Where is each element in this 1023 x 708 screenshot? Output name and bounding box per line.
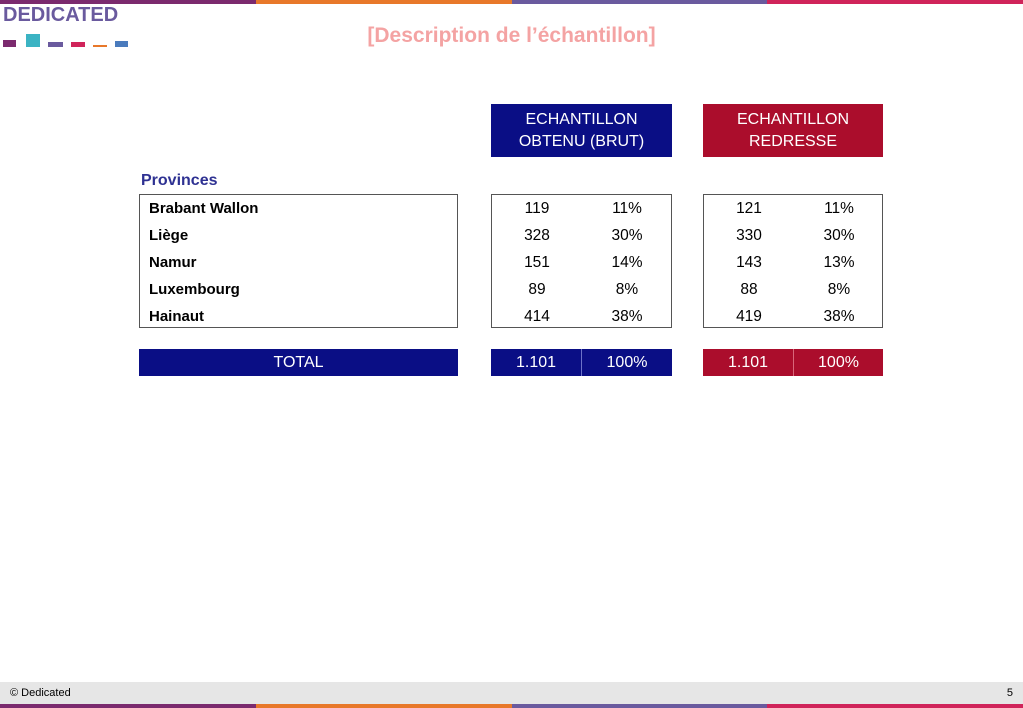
adjusted-percent-cell: 8% xyxy=(827,281,851,298)
raw-count-cell: 328 xyxy=(524,227,550,244)
adjusted-count-cell: 419 xyxy=(736,308,762,325)
footer-bar xyxy=(0,682,1023,704)
raw-count-cell: 89 xyxy=(528,281,546,298)
dedicated-logo xyxy=(3,5,118,25)
raw-percent-cell: 8% xyxy=(615,281,639,298)
adjusted-percent-cell: 38% xyxy=(823,308,855,325)
total-adjusted-percent: 100% xyxy=(794,349,883,376)
raw-percent-cell: 38% xyxy=(611,308,643,325)
raw-percent-cell: 30% xyxy=(611,227,643,244)
adjusted-count-cell: 88 xyxy=(740,281,758,298)
raw-count-cell: 119 xyxy=(524,200,550,217)
adjusted-count-cell: 121 xyxy=(736,200,762,217)
total-label: TOTAL xyxy=(139,349,458,376)
total-adjusted-count: 1.101 xyxy=(703,349,793,376)
adjusted-percent-cell: 11% xyxy=(824,200,854,217)
adjusted-sample-table xyxy=(703,194,883,328)
header-raw-label: ECHANTILLON OBTENU (BRUT) xyxy=(518,110,645,150)
raw-percent-cell: 11% xyxy=(612,200,642,217)
province-names-table xyxy=(139,194,458,328)
slide-title: [Description de l’échantillon] xyxy=(367,24,656,47)
total-raw-percent: 100% xyxy=(582,349,672,376)
logo-wordmark: DEDICATED xyxy=(3,4,119,26)
raw-count-cell: 151 xyxy=(524,254,550,271)
table-row-name: Luxembourg xyxy=(149,281,240,298)
header-adjusted-label: ECHANTILLON REDRESSE xyxy=(736,110,850,150)
table-row-name: Liège xyxy=(149,227,189,244)
adjusted-percent-cell: 30% xyxy=(823,227,855,244)
adjusted-percent-cell: 13% xyxy=(823,254,855,271)
raw-sample-table xyxy=(491,194,672,328)
table-row-name: Namur xyxy=(149,254,197,271)
total-raw-count: 1.101 xyxy=(491,349,581,376)
bottom-color-stripe xyxy=(0,704,1023,708)
group-label-provinces: Provinces xyxy=(141,172,218,189)
top-color-stripe xyxy=(0,0,1023,4)
raw-percent-cell: 14% xyxy=(611,254,643,271)
adjusted-count-cell: 143 xyxy=(736,254,762,271)
footer-copyright: © Dedicated xyxy=(10,687,71,699)
header-adjusted-sample xyxy=(703,104,883,157)
raw-count-cell: 414 xyxy=(524,308,550,325)
footer-page-number: 5 xyxy=(1006,687,1013,699)
table-row-name: Hainaut xyxy=(149,308,205,325)
header-raw-sample xyxy=(491,104,672,157)
adjusted-count-cell: 330 xyxy=(736,227,762,244)
table-row-name: Brabant Wallon xyxy=(149,200,259,217)
